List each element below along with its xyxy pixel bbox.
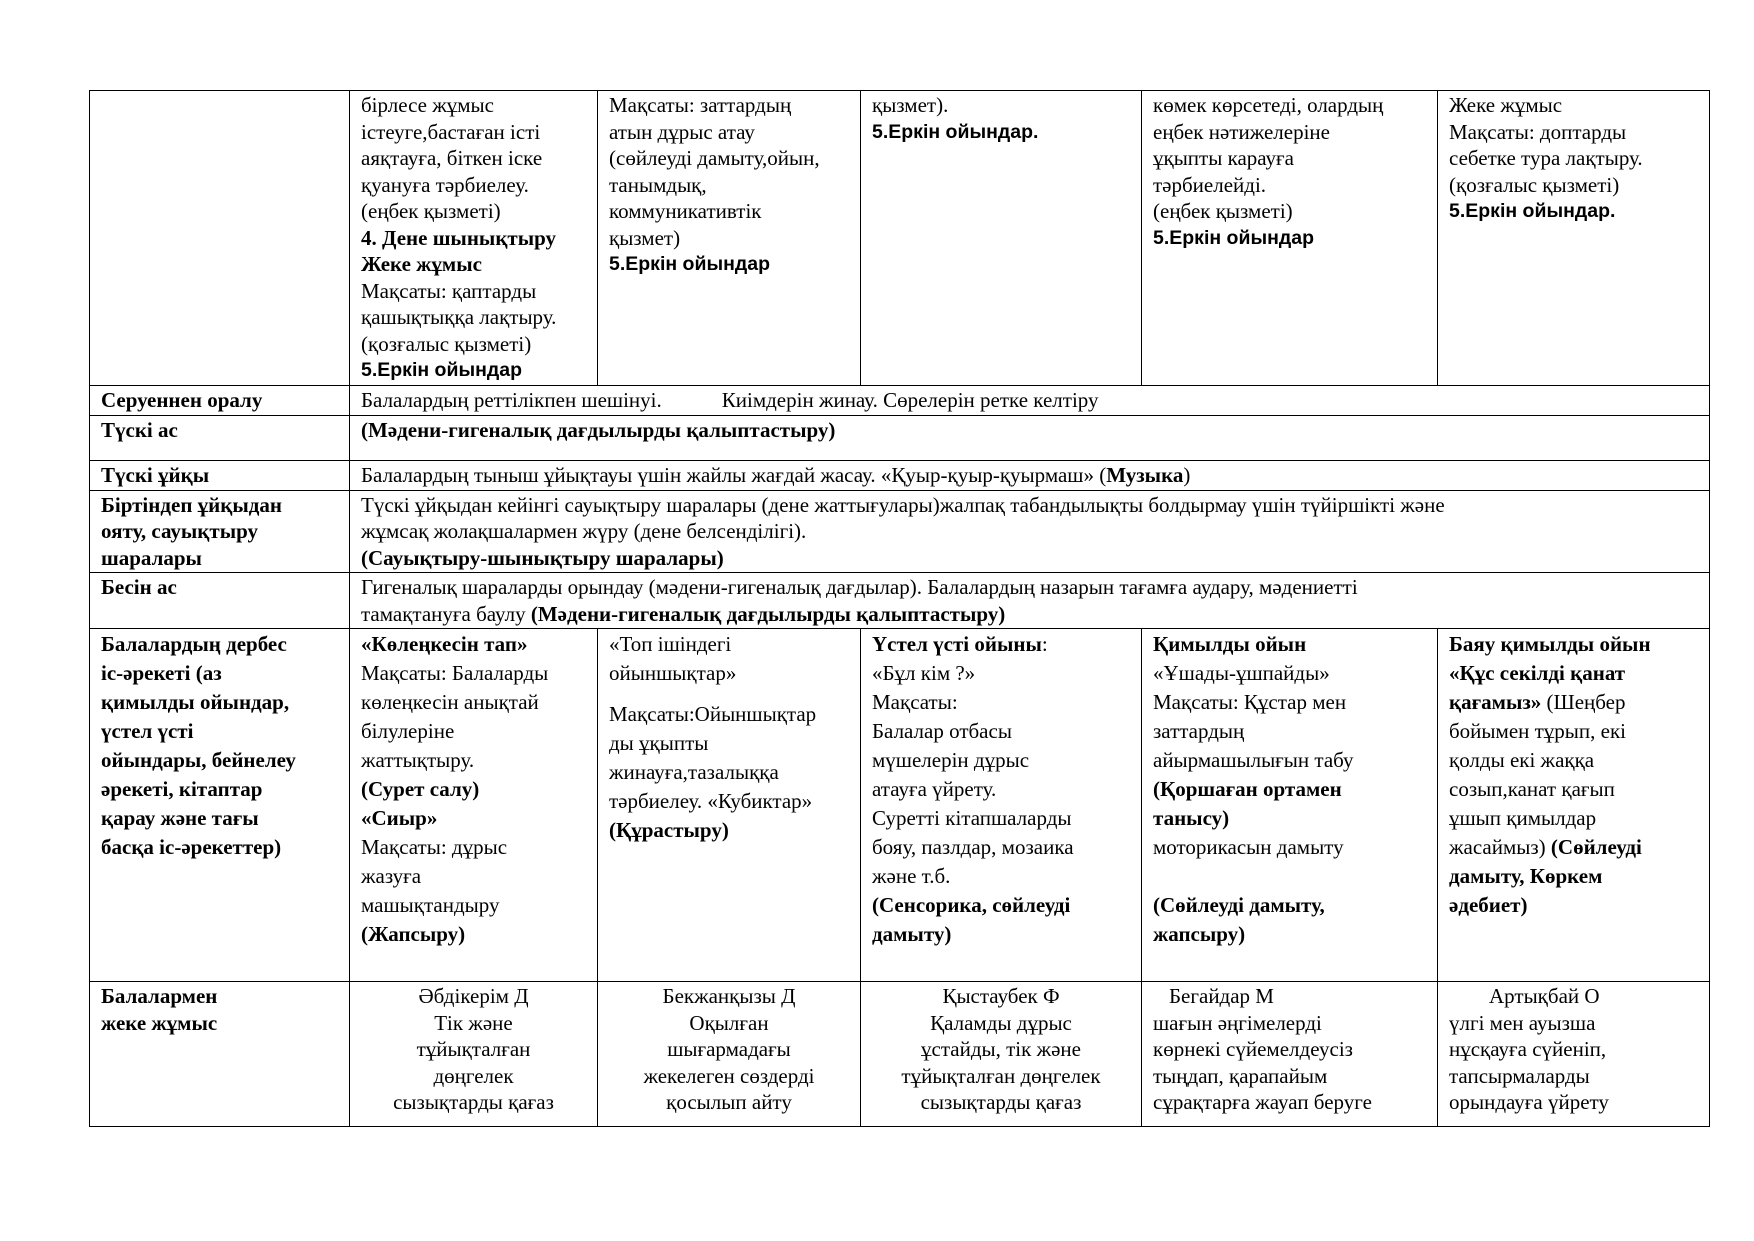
text-line: қуануға тәрбиелеу. [361, 172, 529, 197]
game-title: «Көлеңкесін тап» [361, 632, 528, 656]
label-line: ояту, сауықтыру [101, 519, 259, 543]
row-label: Түскі ас [90, 415, 350, 460]
text-line: Мақсаты: [872, 690, 958, 714]
text-line: Оқылған [689, 1010, 769, 1035]
cell-individual-friday [1438, 982, 1710, 1127]
text-line: Мақсаты: Құстар мен [1153, 690, 1347, 714]
label-line: іс-әрекеті (аз [101, 661, 222, 685]
label-line: Балалармен [101, 984, 218, 1008]
free-games-label: 5.Еркін ойындар. [872, 120, 1039, 143]
text-line: сызықтарды қағаз [393, 1090, 554, 1114]
text-line: моторикасын дамыту [1153, 835, 1344, 859]
game-title: қағамыз» [1449, 690, 1542, 714]
text-line: (еңбек қызметі) [1153, 199, 1293, 223]
text-line: дөңгелек [433, 1063, 514, 1088]
text-line: тапсырмаларды [1449, 1063, 1590, 1088]
text-line: заттардың [1153, 719, 1245, 743]
text-line: коммуникативтік [609, 199, 762, 223]
text-line [1449, 833, 1698, 862]
text-line: аяқтауға, біткен іске [361, 146, 543, 170]
text-line: тәрбиелеу. «Кубиктар» [609, 789, 813, 813]
game-type-name: Үстел үсті ойыны [872, 632, 1042, 656]
subject-label: (Сөйлеуді дамыту, [1153, 893, 1325, 917]
text-line: бойымен тұрып, екі [1449, 719, 1627, 743]
text-line: ды ұқыпты [609, 731, 709, 755]
text-line: Тік және [434, 1010, 513, 1035]
text-line: Мақсаты: қаптарды [361, 278, 537, 303]
label-line: ойындары, бейнелеу [101, 748, 296, 772]
text-line: тұйықталған дөңгелек [901, 1063, 1101, 1088]
heading-line: (Сауықтыру-шынықтыру шаралары) [361, 545, 724, 570]
cell-activity-tuesday [598, 629, 861, 982]
cell-continuation-monday [350, 91, 598, 386]
heading-line: 4. Дене шынықтыру [361, 225, 557, 250]
text-line: ойыншықтар» [609, 661, 737, 685]
text-line: жаттықтыру. [361, 748, 475, 772]
free-games-label: 5.Еркін ойындар [609, 253, 771, 275]
text-line: Қаламды дұрыс [930, 1010, 1072, 1035]
subject-label: дамыту, Көркем [1449, 864, 1603, 888]
table-row-snack [90, 573, 1710, 629]
text-segment: Киімдерін жинау. Сөрелерін ретке келтіру [721, 387, 1099, 412]
text-line: істеуге,бастаған істі [361, 119, 541, 144]
row-label: Серуеннен оралу [90, 385, 350, 415]
text-line: тұйықталған [416, 1037, 531, 1061]
table-row-wakeup [90, 490, 1710, 573]
subject-label: (Сөйлеуді [1550, 835, 1642, 859]
table-row-activity [90, 629, 1710, 982]
text-line: «Бұл кім ?» [872, 661, 976, 685]
child-name: Бегайдар М [1169, 984, 1274, 1008]
text-line: (еңбек қызметі) [361, 199, 501, 223]
row-label-empty [90, 91, 350, 386]
text-line: қызмет) [609, 225, 681, 250]
text-line: Мақсаты:Ойыншықтар [609, 702, 817, 726]
text-line: Балалар отбасы [872, 719, 1012, 743]
subject-label: (Сенсорика, сөйлеуді [872, 893, 1071, 917]
label-line: үстел үсті [101, 719, 194, 743]
schedule-table [89, 90, 1710, 1127]
subject-label: жапсыру) [1153, 922, 1246, 946]
table-row-return-walk [90, 385, 1710, 415]
label-line: шаралары [101, 545, 202, 570]
text-line: сұрақтарға жауап беруге [1153, 1090, 1372, 1114]
label-line: қимылды ойындар, [101, 690, 290, 714]
row-label: Түскі ұйқы [90, 460, 350, 490]
cell-individual-monday [350, 982, 598, 1127]
text-line: жекелеген сөздерді [643, 1063, 815, 1088]
text-line: ұстайды, тік және [921, 1037, 1081, 1061]
heading-segment: (Мәдени-гигеналық дағдылырды қалыптастыру) [530, 601, 1006, 626]
text-line: (қозғалыс қызметі) [1449, 172, 1620, 197]
text-line: тыңдап, қарапайым [1153, 1063, 1328, 1088]
table-row-continuation [90, 91, 1710, 386]
free-games-label: 5.Еркін ойындар [1153, 226, 1315, 249]
text-line: Мақсаты: Балаларды [361, 661, 549, 685]
cell-return-walk [350, 385, 1710, 415]
music-label: Музыка [1106, 462, 1184, 487]
text-line: шағын әңгімелерді [1153, 1010, 1322, 1035]
subject-label: (Қоршаған ортамен [1153, 777, 1342, 801]
text-segment: Балалардың тыныш ұйықтауы үшін жайлы жағдай жасау. «Қуыр-қуыр-қуырмаш» ( [361, 462, 1107, 487]
text-line: көмек көрсетеді, олардың [1153, 93, 1384, 117]
text-line: машықтандыру [361, 893, 500, 917]
text-line: Мақсаты: доптарды [1449, 119, 1627, 144]
cell-continuation-friday [1438, 91, 1710, 386]
text-line: еңбек нәтижелеріне [1153, 119, 1330, 144]
cell-wakeup [350, 490, 1710, 573]
cell-lunch: (Мәдени-гигеналық дағдылырды қалыптастыру) [350, 415, 1710, 460]
text-line: мүшелерін дұрыс [872, 748, 1030, 772]
text-line: Жеке жұмыс [1449, 93, 1563, 117]
text-line: бояу, пазлдар, мозаика [872, 835, 1074, 859]
child-name: Әбдікерім Д [418, 984, 529, 1008]
label-line: басқа іс-әрекеттер) [101, 835, 282, 859]
text-line: және т.б. [872, 864, 951, 888]
text-segment: тамақтануға баулу [361, 601, 531, 626]
text-line: сызықтарды қағаз [920, 1090, 1082, 1114]
text-line: бірлесе жұмыс [361, 93, 494, 117]
child-name: Қыстаубек Ф [942, 984, 1060, 1008]
cell-continuation-thursday [1142, 91, 1438, 386]
text-line: көлеңкесін анықтай [361, 690, 539, 714]
row-label [90, 982, 350, 1127]
game-title: «Құс секілді қанат [1449, 661, 1626, 685]
row-label [90, 629, 350, 982]
cell-continuation-tuesday [598, 91, 861, 386]
label-line: жеке жұмыс [101, 1010, 218, 1035]
text-line: жинауға,тазалыққа [609, 760, 779, 784]
cell-individual-thursday [1142, 982, 1438, 1127]
table-row-lunch [90, 415, 1710, 460]
text-line: атын дұрыс атау [609, 119, 755, 144]
game-type: Қимылды ойын [1153, 632, 1307, 656]
table-row-nap [90, 460, 1710, 490]
game-title: «Сиыр» [361, 806, 438, 830]
text-line: ұшып қимылдар [1449, 806, 1597, 830]
text-line: жұмсақ жолақшалармен жүру (дене белсенділігі). [361, 519, 807, 543]
text-line: қолды екі жаққа [1449, 748, 1595, 772]
spacer [609, 688, 849, 700]
game-type [872, 630, 1130, 659]
subject-label: (Жапсыру) [361, 922, 466, 946]
text-line: үлгі мен ауызша [1449, 1010, 1596, 1035]
cell-individual-wednesday [861, 982, 1142, 1127]
text-line: Мақсаты: заттардың [609, 93, 792, 117]
text-line: білулеріне [361, 719, 455, 743]
text-line [361, 601, 1698, 628]
table-row-individual [90, 982, 1710, 1127]
cell-individual-tuesday [598, 982, 861, 1127]
text-line: жазуға [361, 864, 422, 888]
text-line: қашықтыққа лақтыру. [361, 305, 557, 329]
game-type: Баяу қимылды ойын [1449, 632, 1651, 656]
child-name: Артықбай О [1489, 984, 1600, 1008]
text-line: айырмашылығын табу [1153, 748, 1354, 772]
row-label: Бесін ас [90, 573, 350, 629]
text-segment: ) [1183, 462, 1191, 487]
game-title: «Топ ішіндегі [609, 632, 732, 656]
text-segment: (Шеңбер [1541, 690, 1626, 714]
text-line: ұқыпты карауға [1153, 146, 1294, 170]
text-line: көрнекі сүйемелдеусіз [1153, 1037, 1353, 1061]
text-line: (сөйлеуді дамыту,ойын, [609, 146, 820, 170]
heading-line: Жеке жұмыс [361, 252, 482, 276]
label-line: Біртіндеп ұйқыдан [101, 492, 282, 517]
subject-label: әдебиет) [1449, 893, 1528, 917]
text-line: нұсқауға сүйеніп, [1449, 1037, 1607, 1061]
cell-activity-monday [350, 629, 598, 982]
subject-label: дамыту) [872, 922, 952, 946]
text-segment: жасаймыз) [1449, 835, 1551, 859]
text-line: себетке тура лақтыру. [1449, 146, 1643, 170]
text-line: тәрбиелейді. [1153, 172, 1267, 197]
text-line: Түскі ұйқыдан кейінгі сауықтыру шаралары (дене жаттығулары)жалпақ табандылықты болдырмау үшін түйіршікті және [361, 492, 1445, 517]
text-line: Суретті кітапшаларды [872, 806, 1072, 830]
free-games-label: 5.Еркін ойындар [361, 359, 523, 381]
cell-continuation-wednesday [861, 91, 1142, 386]
text-line: Гигеналық шараларды орындау (мәдени-гигеналық дағдылар). Балалардың назарын тағамға аудару, мәдениетті [361, 575, 1358, 599]
text-line: атауға үйрету. [872, 777, 997, 801]
text-segment: Балалардың реттілікпен шешінуі. [361, 387, 662, 412]
text-line: «Ұшады-ұшпайды» [1153, 661, 1330, 685]
colon: : [1041, 632, 1048, 656]
text-line: қызмет). [872, 93, 949, 117]
label-line: әрекеті, кітаптар [101, 777, 263, 801]
text-line: қосылып айту [666, 1090, 792, 1114]
text-line: созып,канат қағып [1449, 777, 1615, 801]
subject-label: (Сурет салу) [361, 777, 480, 801]
cell-activity-friday [1438, 629, 1710, 982]
subject-label: (Құрастыру) [609, 818, 729, 842]
cell-activity-thursday [1142, 629, 1438, 982]
label-line: Балалардың дербес [101, 632, 287, 656]
label-line: қарау және тағы [101, 806, 259, 830]
text-line: танымдық, [609, 172, 707, 197]
cell-activity-wednesday [861, 629, 1142, 982]
cell-snack [350, 573, 1710, 629]
row-label [90, 490, 350, 573]
text-line: шығармадағы [667, 1037, 791, 1061]
child-name: Бекжанқызы Д [662, 984, 796, 1008]
text-line: Мақсаты: дұрыс [361, 835, 508, 859]
subject-label: танысу) [1153, 806, 1230, 830]
free-games-label: 5.Еркін ойындар. [1449, 200, 1616, 222]
cell-nap [350, 460, 1710, 490]
text-line: орындауға үйрету [1449, 1090, 1609, 1114]
text-line: (қозғалыс қызметі) [361, 331, 532, 356]
text-line [1449, 688, 1698, 717]
spacer [1153, 862, 1426, 891]
